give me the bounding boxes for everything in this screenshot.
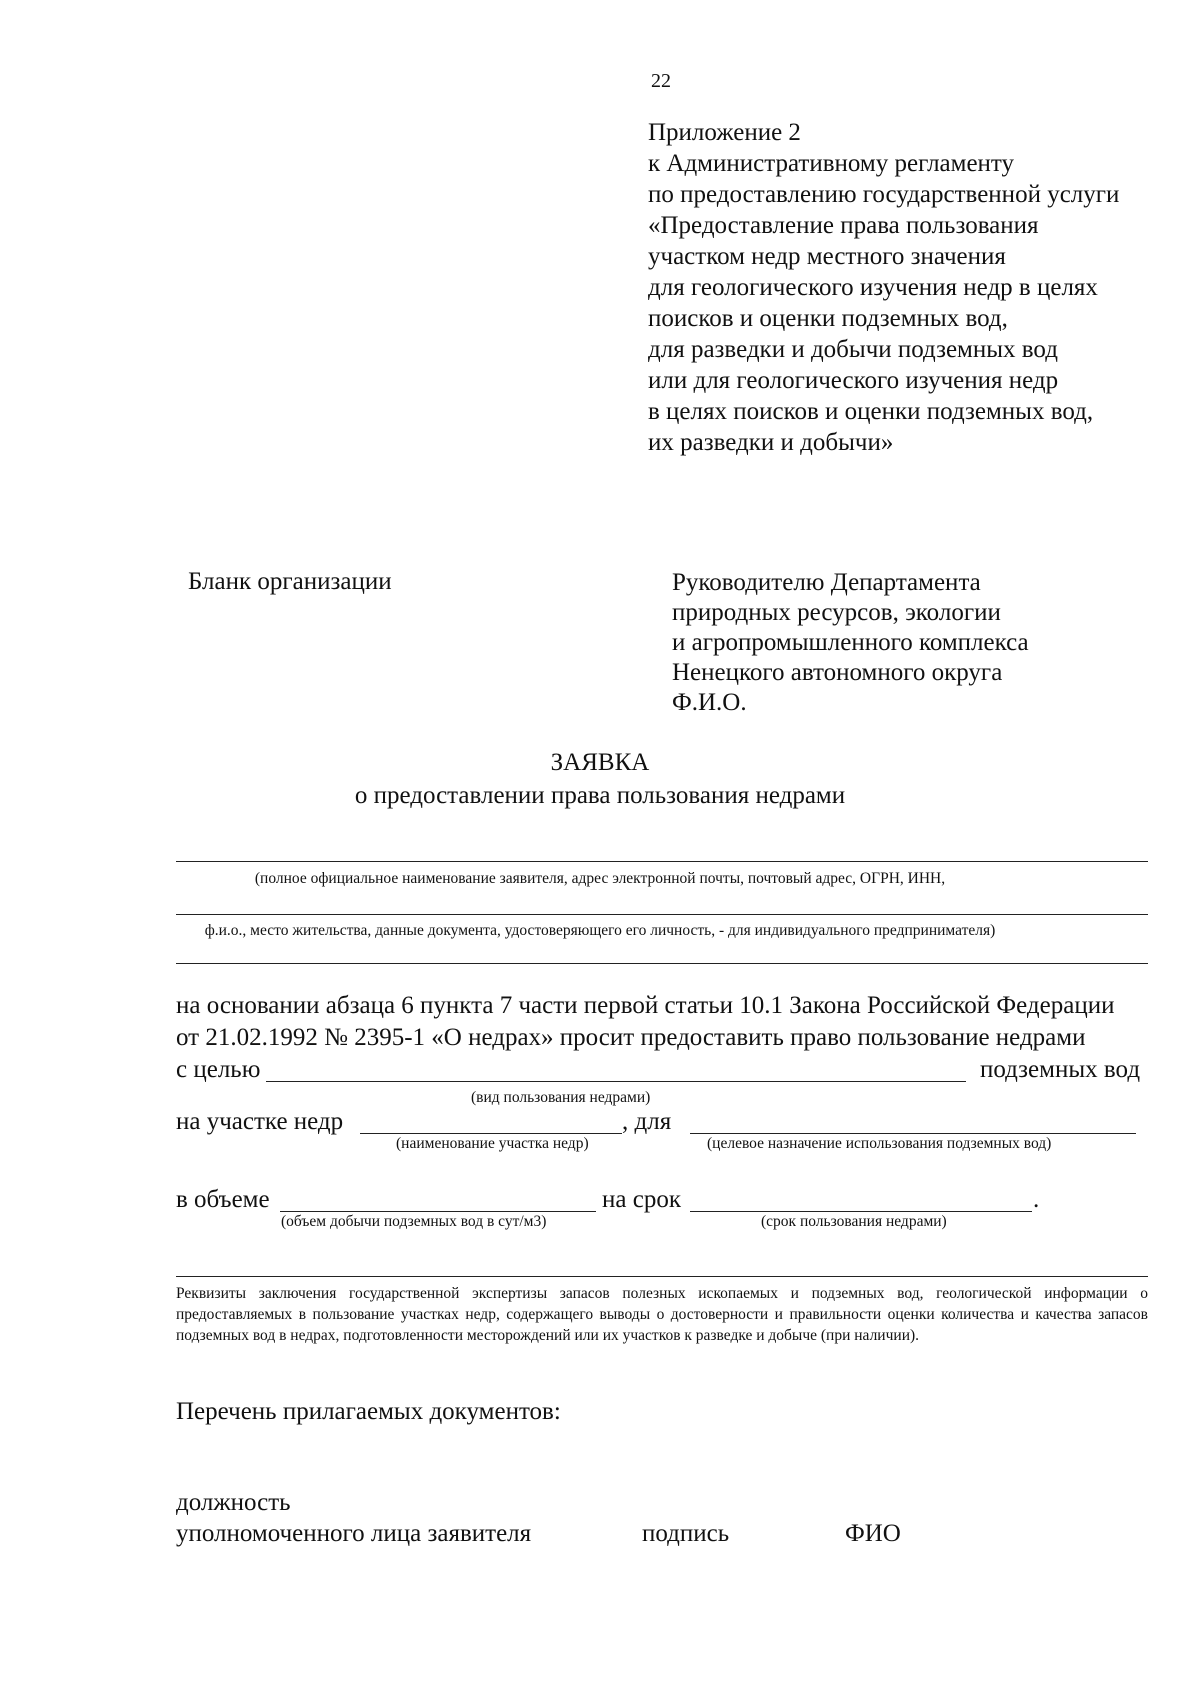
appendix-line: к Административному регламенту — [648, 150, 1015, 177]
position-label-1: должность — [176, 1489, 291, 1516]
term-caption: (срок пользования недрами) — [761, 1213, 947, 1230]
appendix-line: для разведки и добычи подземных вод — [648, 336, 1058, 363]
appendix-line: для геологического изучения недр в целях — [648, 274, 1098, 301]
appendix-line: по предоставлению государственной услуги — [648, 181, 1120, 208]
site-prefix: на участке недр — [176, 1108, 344, 1135]
addressee-line: Ненецкого автономного округа — [672, 659, 1003, 686]
requisites-caption: Реквизиты заключения государственной экспертизы запасов полезных ископаемых и подземных вод, геологической информации о предоставляемых в пользование участках недр, содержащего выводы о достоверности и правильности оценки количества и качества запасов подземных вод в недрах, подготовленности месторождений или их участков к разведке и добыче (при наличии). — [176, 1285, 1148, 1344]
name-label: ФИО — [845, 1520, 901, 1547]
applicant-line-2[interactable] — [176, 914, 1148, 915]
term-prefix: на срок — [602, 1186, 681, 1213]
appendix-line: «Предоставление права пользования — [648, 212, 1039, 239]
purpose-suffix: подземных вод — [980, 1056, 1141, 1083]
applicant-caption-2: ф.и.о., место жительства, данные документа, удостоверяющего его личность, - для индивидуального предпринимателя) — [204, 922, 996, 939]
page-number: 22 — [651, 70, 671, 92]
applicant-caption-1: (полное официальное наименование заявителя, адрес электронной почты, почтовый адрес, ОГРН, ИНН, — [254, 870, 946, 887]
applicant-line-3[interactable] — [176, 963, 1148, 964]
site-caption: (наименование участка недр) — [396, 1135, 589, 1152]
document-title: ЗАЯВКА — [550, 749, 650, 776]
appendix-header — [648, 117, 1119, 458]
appendix-line: в целях поисков и оценки подземных вод, — [648, 398, 1094, 425]
body-line-2: от 21.02.1992 № 2395-1 «О недрах» просит предоставить право пользование недрами — [176, 1024, 1086, 1051]
site-comma: , для — [622, 1108, 672, 1135]
appendix-line: участком недр местного значения — [648, 243, 1006, 270]
target-caption: (целевое назначение использования подземных вод) — [707, 1135, 1052, 1152]
appendix-line: их разведки и добычи» — [648, 429, 894, 456]
document-subtitle: о предоставлении права пользования недрами — [354, 782, 846, 809]
addressee-line: и агропромышленного комплекса — [672, 629, 1029, 656]
volume-prefix: в объеме — [176, 1186, 270, 1213]
appendix-line: поисков и оценки подземных вод, — [648, 305, 1008, 332]
addressee-block — [672, 568, 1029, 718]
position-label-2: уполномоченного лица заявителя — [176, 1520, 532, 1547]
body-line-1: на основании абзаца 6 пункта 7 части первой статьи 10.1 Закона Российской Федерации — [176, 992, 1115, 1019]
term-end: . — [1033, 1186, 1040, 1213]
addressee-line: Ф.И.О. — [672, 689, 747, 716]
letterhead-label: Бланк организации — [188, 568, 392, 595]
addressee-line: Руководителю Департамента — [672, 569, 981, 596]
applicant-line-1[interactable] — [176, 861, 1148, 862]
addressee-line: природных ресурсов, экологии — [672, 599, 1001, 626]
purpose-prefix: с целью — [176, 1056, 261, 1083]
purpose-caption: (вид пользования недрами) — [471, 1089, 651, 1106]
appendix-line: или для геологического изучения недр — [648, 367, 1059, 394]
appendix-line: Приложение 2 — [648, 119, 801, 146]
requisites-line[interactable] — [176, 1276, 1148, 1277]
volume-caption: (объем добычи подземных вод в сут/м3) — [281, 1213, 547, 1230]
purpose-field[interactable] — [266, 1061, 966, 1087]
signature-label: подпись — [642, 1520, 730, 1547]
attachments-label: Перечень прилагаемых документов: — [176, 1398, 561, 1425]
